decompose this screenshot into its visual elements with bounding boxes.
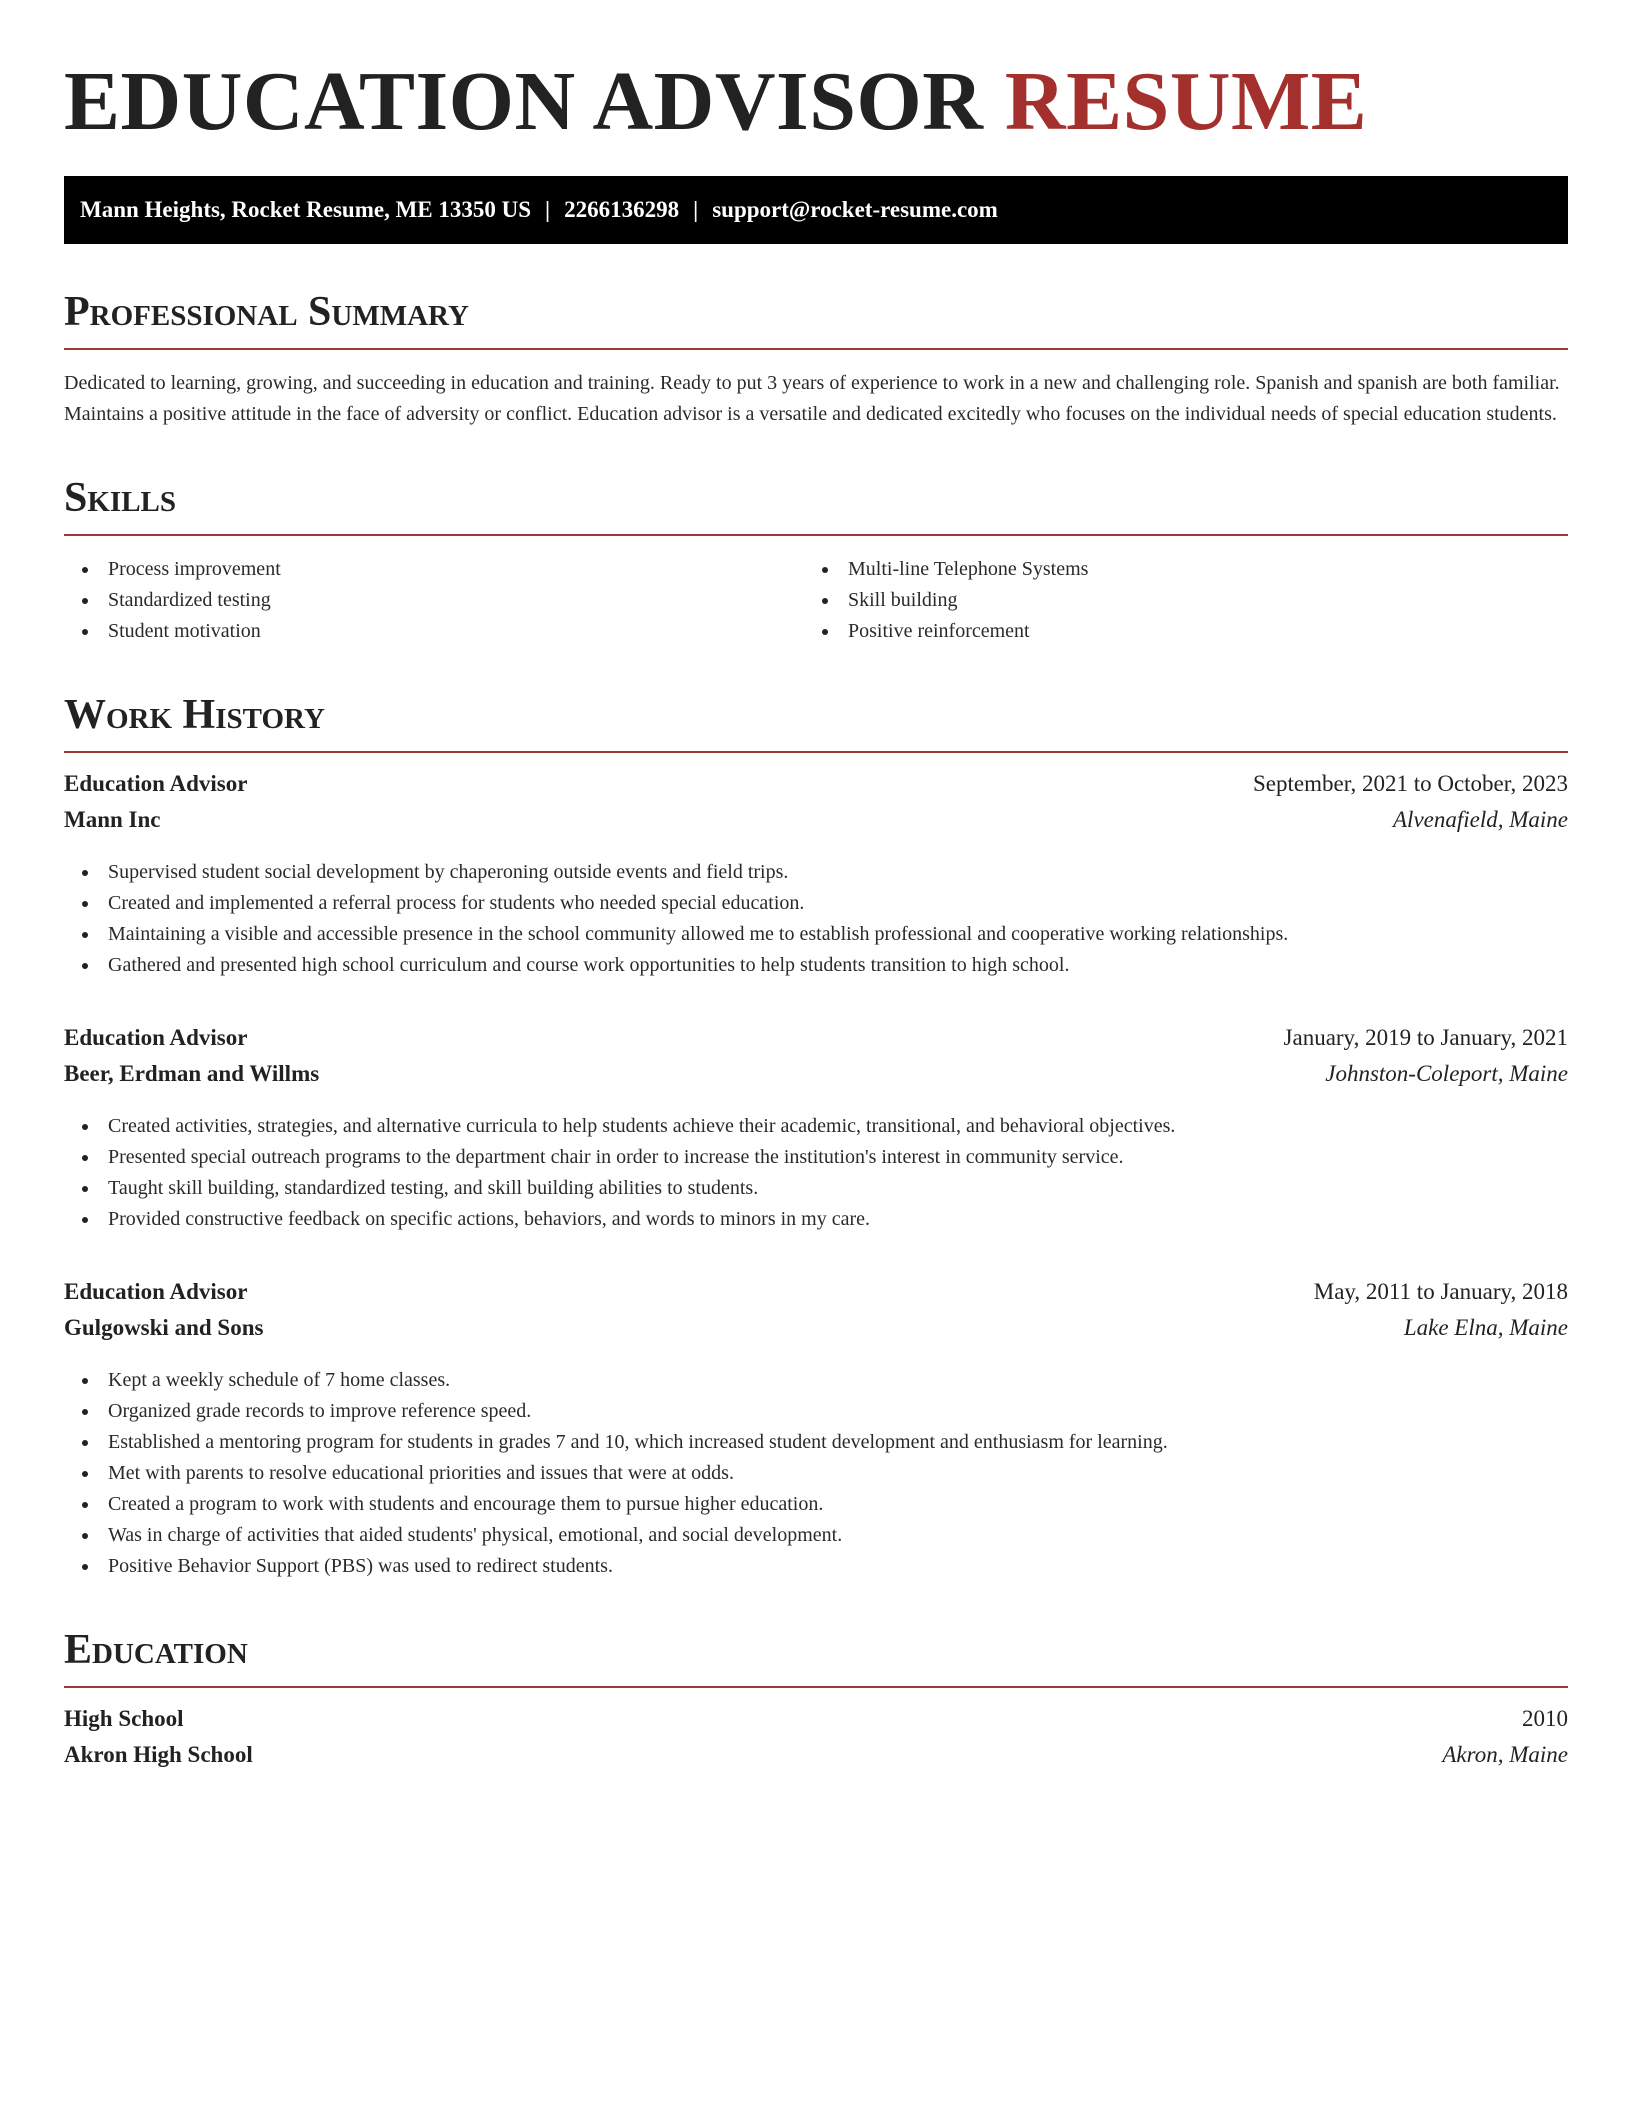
job-bullet: Was in charge of activities that aided students' physical, emotional, and social development.	[64, 1520, 1568, 1551]
job-title-row	[64, 1025, 1568, 1061]
job-bullet: Gathered and presented high school curriculum and course work opportunities to help students transition to high school.	[64, 950, 1568, 981]
job-bullet: Provided constructive feedback on specific actions, behaviors, and words to minors in my care.	[64, 1204, 1568, 1235]
job-entry	[64, 771, 1568, 981]
education-school-row	[64, 1742, 1568, 1778]
contact-bar	[64, 176, 1568, 244]
education-heading: Education	[64, 1626, 1568, 1688]
job-company: Mann Inc	[64, 807, 161, 832]
education-degree: High School	[64, 1706, 184, 1731]
title-main: EDUCATION ADVISOR	[64, 55, 984, 148]
job-bullet: Created activities, strategies, and alternative curricula to help students achieve their academic, transitional, and behavioral objectives.	[64, 1111, 1568, 1142]
job-location: Alvenafield, Maine	[1393, 807, 1568, 832]
education-year: 2010	[1522, 1706, 1568, 1731]
job-company: Beer, Erdman and Willms	[64, 1061, 320, 1086]
work-history-section	[64, 691, 1568, 1582]
contact-separator: |	[693, 197, 699, 222]
job-bullet: Taught skill building, standardized testing, and skill building abilities to students.	[64, 1173, 1568, 1204]
contact-separator: |	[545, 197, 551, 222]
contact-email: support@rocket-resume.com	[712, 197, 998, 222]
job-entry	[64, 1279, 1568, 1582]
job-bullet: Established a mentoring program for students in grades 7 and 10, which increased student development and enthusiasm for learning.	[64, 1427, 1568, 1458]
skill-item: Skill building	[804, 585, 1544, 616]
education-school: Akron High School	[64, 1742, 253, 1767]
contact-address: Mann Heights, Rocket Resume, ME 13350 US	[80, 197, 532, 222]
job-bullets	[64, 1111, 1568, 1235]
job-dates: September, 2021 to October, 2023	[1253, 771, 1568, 796]
job-bullet: Created a program to work with students and encourage them to pursue higher education.	[64, 1489, 1568, 1520]
job-company-row	[64, 1061, 1568, 1097]
job-bullet: Maintaining a visible and accessible presence in the school community allowed me to establish professional and cooperative working relationships.	[64, 919, 1568, 950]
education-location: Akron, Maine	[1442, 1742, 1568, 1767]
skills-heading: Skills	[64, 474, 1568, 536]
skill-item: Positive reinforcement	[804, 616, 1544, 647]
resume-page	[64, 0, 1568, 1778]
job-bullet: Created and implemented a referral process for students who needed special education.	[64, 888, 1568, 919]
skill-item: Student motivation	[64, 616, 804, 647]
skill-item: Process improvement	[64, 554, 804, 585]
job-bullet: Met with parents to resolve educational priorities and issues that were at odds.	[64, 1458, 1568, 1489]
job-title: Education Advisor	[64, 1279, 248, 1304]
skills-grid	[64, 554, 1568, 647]
job-dates: May, 2011 to January, 2018	[1313, 1279, 1568, 1304]
job-title-row	[64, 1279, 1568, 1315]
job-company-row	[64, 1315, 1568, 1351]
job-bullet: Supervised student social development by chaperoning outside events and field trips.	[64, 857, 1568, 888]
job-company-row	[64, 807, 1568, 843]
skills-column-right	[804, 554, 1544, 647]
job-bullet: Presented special outreach programs to the department chair in order to increase the institution's interest in community service.	[64, 1142, 1568, 1173]
job-bullet: Kept a weekly schedule of 7 home classes.	[64, 1365, 1568, 1396]
skills-section	[64, 474, 1568, 647]
skill-item: Standardized testing	[64, 585, 804, 616]
job-company: Gulgowski and Sons	[64, 1315, 264, 1340]
work-history-heading: Work History	[64, 691, 1568, 753]
job-bullet: Positive Behavior Support (PBS) was used to redirect students.	[64, 1551, 1568, 1582]
contact-phone: 2266136298	[564, 197, 680, 222]
education-entry	[64, 1706, 1568, 1778]
education-section	[64, 1626, 1568, 1778]
skills-column-left	[64, 554, 804, 647]
title-accent: RESUME	[1004, 55, 1368, 148]
resume-title	[64, 0, 1568, 148]
summary-heading: Professional Summary	[64, 288, 1568, 350]
job-dates: January, 2019 to January, 2021	[1283, 1025, 1568, 1050]
job-bullets	[64, 1365, 1568, 1582]
job-title: Education Advisor	[64, 1025, 248, 1050]
job-title: Education Advisor	[64, 771, 248, 796]
job-title-row	[64, 771, 1568, 807]
job-bullets	[64, 857, 1568, 981]
summary-text: Dedicated to learning, growing, and succeeding in education and training. Ready to put 3 years of experience to work in a new and challenging role. Spanish and spanish are both familiar. Maintains a positive attitude in the face of adversity or conflict. Education advisor is a versatile and dedicated excitedly who focuses on the individual needs of special education students.	[64, 372, 1560, 425]
skill-item: Multi-line Telephone Systems	[804, 554, 1544, 585]
job-location: Lake Elna, Maine	[1403, 1315, 1568, 1340]
job-entry	[64, 1025, 1568, 1235]
education-degree-row	[64, 1706, 1568, 1742]
summary-section	[64, 288, 1568, 430]
job-bullet: Organized grade records to improve reference speed.	[64, 1396, 1568, 1427]
job-location: Johnston-Coleport, Maine	[1325, 1061, 1568, 1086]
